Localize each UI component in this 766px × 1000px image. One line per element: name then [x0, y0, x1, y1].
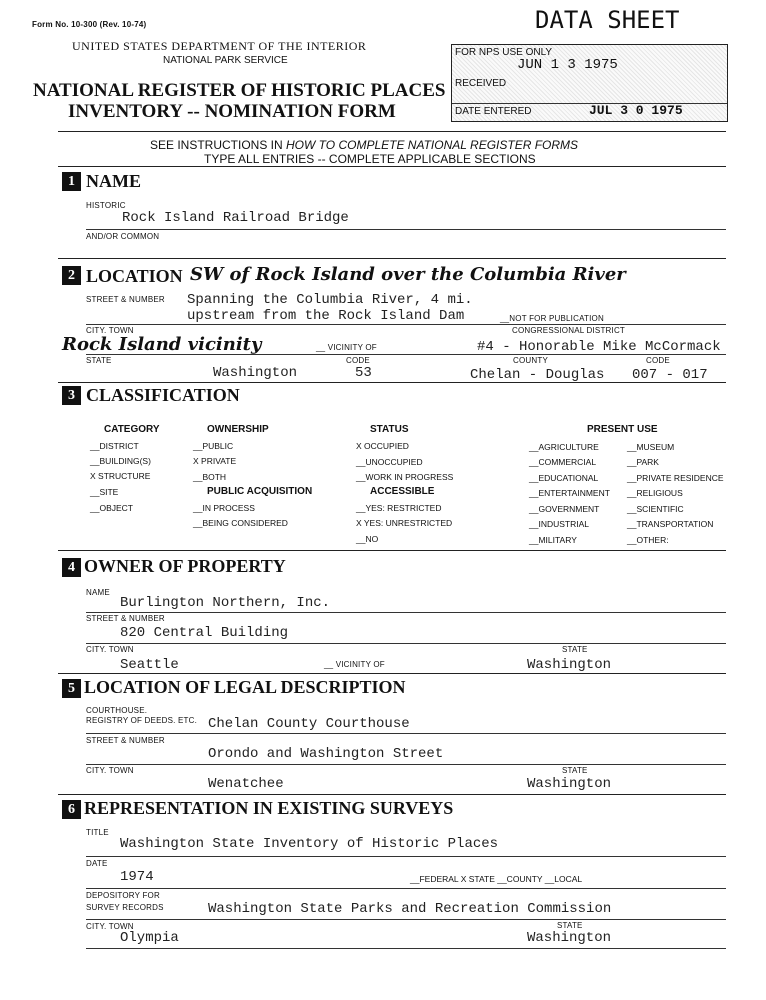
common-label: AND/OR COMMON — [86, 232, 160, 241]
section-2-title: LOCATION — [86, 266, 183, 286]
not-for-publication: __NOT FOR PUBLICATION — [500, 314, 604, 323]
city-handwritten: Rock Island vicinity — [62, 334, 262, 355]
code2-value: 007 - 017 — [632, 367, 708, 383]
depository-label-2: SURVEY RECORDS — [86, 903, 164, 912]
nps-use-box — [451, 44, 728, 122]
owner-street: 820 Central Building — [120, 625, 289, 641]
category-structure: X STRUCTURE — [90, 471, 151, 481]
section-3-number: 3 — [62, 386, 81, 405]
date-entered-value: JUL 3 0 1975 — [589, 103, 683, 118]
survey-state: Washington — [527, 930, 612, 946]
acquisition-in-process: __IN PROCESS — [193, 503, 255, 513]
category-district: __DISTRICT — [90, 441, 139, 451]
use-educational: __EDUCATIONAL — [529, 473, 599, 483]
code-label: CODE — [346, 356, 370, 365]
legal-city: Wenatchee — [208, 776, 284, 792]
owner-name-label: NAME — [86, 588, 110, 597]
form-title-1: NATIONAL REGISTER OF HISTORIC PLACES — [33, 80, 446, 101]
code-value: 53 — [355, 365, 372, 381]
ownership-both: __BOTH — [193, 472, 227, 482]
received-date: JUN 1 3 1975 — [517, 57, 618, 73]
section-5-number: 5 — [62, 679, 81, 698]
category-site: __SITE — [90, 487, 119, 497]
owner-vicinity-label: __ VICINITY OF — [324, 660, 385, 669]
owner-city-label: CITY. TOWN — [86, 645, 134, 654]
section-2-number: 2 — [62, 266, 81, 285]
county-value: Chelan - Douglas — [470, 367, 605, 383]
legal-state: Washington — [527, 776, 612, 792]
survey-date: 1974 — [120, 869, 154, 885]
owner-name: Burlington Northern, Inc. — [120, 595, 331, 611]
department: UNITED STATES DEPARTMENT OF THE INTERIOR — [72, 39, 367, 53]
county-label: COUNTY — [513, 356, 548, 365]
survey-levels: __FEDERAL X STATE __COUNTY __LOCAL — [410, 874, 583, 884]
survey-title: Washington State Inventory of Historic Places — [120, 836, 499, 852]
access-unrestricted: X YES: UNRESTRICTED — [356, 518, 453, 528]
category-object: __OBJECT — [90, 503, 133, 513]
form-number: Form No. 10-300 (Rev. 10-74) — [32, 20, 147, 29]
category-buildings: __BUILDING(S) — [90, 456, 151, 466]
code2-label: CODE — [646, 356, 670, 365]
courthouse-value: Chelan County Courthouse — [208, 716, 410, 732]
use-transportation: __TRANSPORTATION — [627, 519, 714, 529]
legal-state-label: STATE — [562, 766, 588, 775]
form-title-2: INVENTORY -- NOMINATION FORM — [68, 101, 396, 122]
vicinity-label: __ VICINITY OF — [316, 343, 377, 352]
use-government: __GOVERNMENT — [529, 504, 600, 514]
received-label: RECEIVED — [455, 78, 507, 89]
use-agriculture: __AGRICULTURE — [529, 442, 599, 452]
accessible-heading: ACCESSIBLE — [370, 486, 435, 497]
depository-label-1: DEPOSITORY FOR — [86, 891, 160, 900]
section-3-title: CLASSIFICATION — [86, 385, 240, 405]
legal-city-label: CITY. TOWN — [86, 766, 134, 775]
congressional-label: CONGRESSIONAL DISTRICT — [512, 326, 626, 335]
use-industrial: __INDUSTRIAL — [529, 519, 589, 529]
owner-city: Seattle — [120, 657, 179, 673]
courthouse-label-1: COURTHOUSE. — [86, 706, 148, 715]
location-handwritten: SW of Rock Island over the Columbia River — [190, 264, 626, 285]
category-heading: CATEGORY — [104, 424, 160, 435]
use-park: __PARK — [627, 457, 659, 467]
use-museum: __MUSEUM — [627, 442, 675, 452]
nps-use-label: FOR NPS USE ONLY — [455, 47, 553, 58]
historic-label: HISTORIC — [86, 201, 126, 210]
street-line-2: upstream from the Rock Island Dam — [187, 308, 465, 324]
access-no: __NO — [356, 534, 379, 544]
ownership-heading: OWNERSHIP — [207, 424, 269, 435]
owner-street-label: STREET & NUMBER — [86, 614, 165, 623]
use-military: __MILITARY — [529, 535, 577, 545]
use-commercial: __COMMERCIAL — [529, 457, 597, 467]
date-entered-label: DATE ENTERED — [455, 106, 532, 117]
owner-state: Washington — [527, 657, 612, 673]
status-unoccupied: __UNOCCUPIED — [356, 457, 423, 467]
section-6-number: 6 — [62, 800, 81, 819]
survey-title-label: TITLE — [86, 828, 109, 837]
state-value: Washington — [213, 365, 298, 381]
section-6-title: REPRESENTATION IN EXISTING SURVEYS — [84, 798, 454, 818]
historic-name: Rock Island Railroad Bridge — [122, 210, 349, 226]
courthouse-label-2: REGISTRY OF DEEDS. ETC. — [86, 716, 197, 725]
status-heading: STATUS — [370, 424, 409, 435]
state-label: STATE — [86, 356, 112, 365]
instructions-line-1: SEE INSTRUCTIONS IN HOW TO COMPLETE NATIONAL REGISTER FORMS — [150, 138, 579, 152]
acquisition-being-considered: __BEING CONSIDERED — [193, 518, 288, 528]
service: NATIONAL PARK SERVICE — [163, 55, 288, 66]
ownership-private: X PRIVATE — [193, 456, 237, 466]
legal-street: Orondo and Washington Street — [208, 746, 444, 762]
status-occupied: X OCCUPIED — [356, 441, 409, 451]
section-1-number: 1 — [62, 172, 81, 191]
use-private-residence: __PRIVATE RESIDENCE — [627, 473, 724, 483]
ownership-public: __PUBLIC — [193, 441, 234, 451]
street-line-1: Spanning the Columbia River, 4 mi. — [187, 292, 473, 308]
use-other: __OTHER: — [627, 535, 669, 545]
instructions-line-2: TYPE ALL ENTRIES -- COMPLETE APPLICABLE SECTIONS — [204, 152, 536, 166]
use-entertainment: __ENTERTAINMENT — [529, 488, 610, 498]
street-label: STREET & NUMBER — [86, 295, 165, 304]
depository-value: Washington State Parks and Recreation Commission — [208, 901, 612, 917]
section-5-title: LOCATION OF LEGAL DESCRIPTION — [84, 677, 406, 697]
section-4-number: 4 — [62, 558, 81, 577]
survey-date-label: DATE — [86, 859, 108, 868]
use-religious: __RELIGIOUS — [627, 488, 683, 498]
present-use-heading: PRESENT USE — [587, 424, 658, 435]
access-restricted: __YES: RESTRICTED — [356, 503, 442, 513]
use-scientific: __SCIENTIFIC — [627, 504, 684, 514]
section-1-title: NAME — [86, 171, 141, 191]
public-acquisition-heading: PUBLIC ACQUISITION — [207, 486, 313, 497]
data-sheet-stamp: DATA SHEET — [535, 6, 680, 34]
section-4-title: OWNER OF PROPERTY — [84, 556, 286, 576]
survey-city-label: CITY. TOWN — [86, 922, 134, 931]
city-label: CITY. TOWN — [86, 326, 134, 335]
legal-street-label: STREET & NUMBER — [86, 736, 165, 745]
survey-city: Olympia — [120, 930, 179, 946]
congressional-district: #4 - Honorable Mike McCormack — [477, 339, 721, 355]
survey-state-label: STATE — [557, 921, 583, 930]
status-work-in-progress: __WORK IN PROGRESS — [356, 472, 454, 482]
owner-state-label: STATE — [562, 645, 588, 654]
